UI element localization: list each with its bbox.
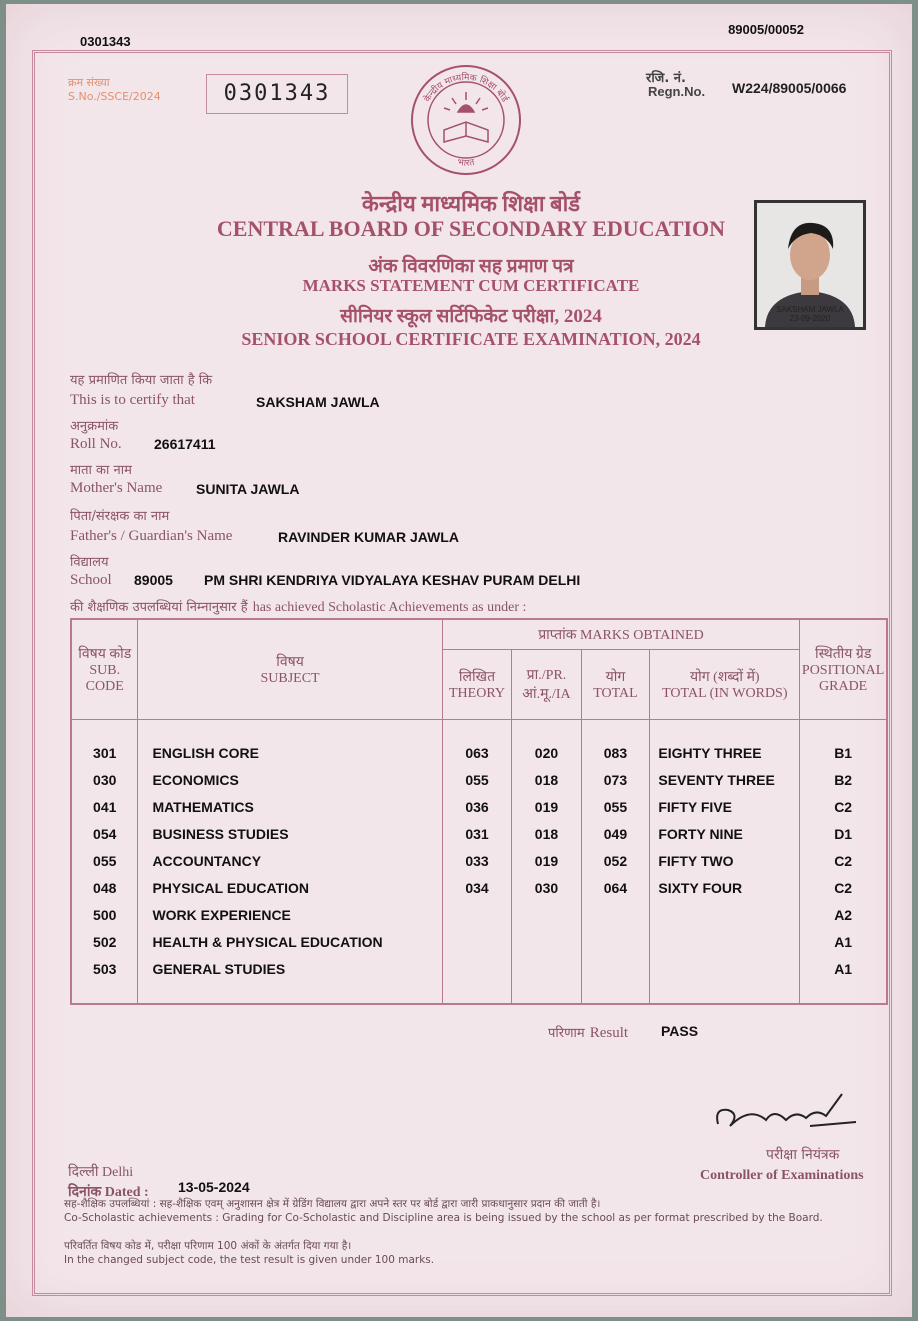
father-label: Father's / Guardian's Name — [70, 528, 233, 544]
row-theory — [442, 956, 512, 983]
row-sub-code: 055 — [71, 848, 138, 875]
row-total-words: FIFTY TWO — [650, 848, 800, 875]
photo-caption-date: 23-09-2020 — [789, 314, 831, 323]
row-grade: A1 — [800, 929, 887, 956]
marks-table — [70, 618, 888, 1005]
cbse-emblem-icon — [406, 62, 526, 180]
header-grade-hindi: स्थितीय ग्रेड — [814, 646, 872, 662]
row-grade: A2 — [800, 902, 887, 929]
roll-label-hindi: अनुक्रमांक — [70, 419, 119, 434]
serial-label-code: S.No./SSCE/2024 — [68, 90, 161, 103]
table-row — [71, 956, 887, 983]
row-subject: WORK EXPERIENCE — [138, 902, 442, 929]
table-filler-row — [71, 719, 887, 740]
header-sub-code — [71, 619, 138, 719]
row-total — [581, 956, 650, 983]
header-ia-label: आं.मू./IA — [522, 687, 571, 702]
table-filler-cell — [71, 719, 138, 740]
regn-label-hindi: रजि. नं. — [646, 71, 686, 86]
board-title-hindi: केन्द्रीय माध्यमिक शिक्षा बोर्ड — [361, 191, 581, 216]
result-label-hindi: परिणाम — [548, 1026, 585, 1041]
header-practical-label: प्रा./PR. — [526, 668, 567, 683]
header-marks-label: MARKS OBTAINED — [579, 627, 704, 643]
school-name: PM SHRI KENDRIYA VIDYALAYA KESHAV PURAM DELHI — [204, 572, 581, 588]
achievement-line — [70, 596, 526, 616]
header-total — [581, 649, 650, 719]
row-practical: 019 — [512, 794, 581, 821]
header-grade-label: POSITIONAL GRADE — [801, 662, 885, 694]
student-name: SAKSHAM JAWLA — [256, 394, 380, 410]
school-label: School — [70, 572, 112, 588]
table-filler-cell — [138, 719, 442, 740]
row-sub-code: 030 — [71, 767, 138, 794]
exam-title-hindi: सीनियर स्कूल सर्टिफिकेट परीक्षा, 2024 — [340, 306, 602, 327]
photo-caption — [757, 305, 863, 323]
table-row — [71, 794, 887, 821]
row-sub-code: 301 — [71, 740, 138, 767]
table-filler-cell — [138, 983, 442, 1004]
row-total — [581, 929, 650, 956]
regn-label: Regn.No. — [648, 84, 706, 99]
table-row — [71, 821, 887, 848]
header-subject-hindi: विषय — [276, 654, 304, 670]
row-total-words: SIXTY FOUR — [650, 875, 800, 902]
achievement-label: has achieved Scholastic Achievements as under : — [252, 600, 527, 615]
table-filler-cell — [581, 983, 650, 1004]
row-theory: 036 — [442, 794, 512, 821]
serial-label-hindi: क्रम संख्या — [68, 76, 110, 89]
row-practical: 018 — [512, 821, 581, 848]
row-total: 052 — [581, 848, 650, 875]
mother-name: SUNITA JAWLA — [196, 481, 300, 497]
mother-label-hindi: माता का नाम — [70, 463, 132, 478]
header-total-words — [650, 649, 800, 719]
father-name: RAVINDER KUMAR JAWLA — [278, 529, 459, 545]
note-changed-code: In the changed subject code, the test result is given under 100 marks. — [64, 1254, 435, 1266]
table-filler-cell — [442, 983, 512, 1004]
row-total-words — [650, 929, 800, 956]
row-sub-code: 041 — [71, 794, 138, 821]
row-subject: ECONOMICS — [138, 767, 442, 794]
header-theory-hindi: लिखित — [458, 669, 496, 685]
row-total-words: FORTY NINE — [650, 821, 800, 848]
row-theory: 033 — [442, 848, 512, 875]
result-label — [548, 1022, 628, 1042]
school-label-hindi: विद्यालय — [70, 555, 109, 570]
emblem-text-bottom: भारत — [456, 157, 476, 169]
mother-label: Mother's Name — [70, 480, 163, 496]
table-filler-cell — [800, 983, 887, 1004]
header-sub-code-label: SUB. CODE — [85, 662, 124, 694]
row-subject: ENGLISH CORE — [138, 740, 442, 767]
table-filler-cell — [512, 983, 581, 1004]
table-filler-row — [71, 983, 887, 1004]
row-total: 083 — [581, 740, 650, 767]
row-practical — [512, 929, 581, 956]
header-sub-code-hindi: विषय कोड — [78, 646, 132, 662]
controller-label-hindi: परीक्षा नियंत्रक — [766, 1147, 840, 1163]
header-subject — [138, 619, 442, 719]
table-filler-cell — [442, 719, 512, 740]
table-filler-cell — [650, 983, 800, 1004]
row-grade: B1 — [800, 740, 887, 767]
certificate-paper — [6, 4, 912, 1317]
father-label-hindi: पिता/संरक्षक का नाम — [70, 509, 170, 524]
header-marks-hindi: प्राप्तांक — [538, 627, 577, 643]
result-value: PASS — [661, 1023, 699, 1039]
row-sub-code: 054 — [71, 821, 138, 848]
serial-label — [68, 76, 161, 104]
header-marks-obtained — [442, 619, 800, 649]
row-grade: C2 — [800, 794, 887, 821]
row-total: 049 — [581, 821, 650, 848]
row-total-words: EIGHTY THREE — [650, 740, 800, 767]
row-sub-code: 503 — [71, 956, 138, 983]
row-total-words: SEVENTY THREE — [650, 767, 800, 794]
table-filler-cell — [800, 719, 887, 740]
row-subject: MATHEMATICS — [138, 794, 442, 821]
row-total-words — [650, 902, 800, 929]
row-grade: D1 — [800, 821, 887, 848]
header-total-hindi: योग — [605, 669, 626, 685]
place-hindi: दिल्ली — [68, 1165, 99, 1180]
row-total — [581, 902, 650, 929]
roll-number: 26617411 — [154, 436, 216, 452]
signature-icon — [710, 1086, 860, 1136]
row-subject: GENERAL STUDIES — [138, 956, 442, 983]
table-filler-cell — [650, 719, 800, 740]
exam-title: SENIOR SCHOOL CERTIFICATE EXAMINATION, 2024 — [241, 329, 701, 349]
controller-label: Controller of Examinations — [700, 1168, 864, 1183]
dated-label-english: Dated : — [104, 1185, 149, 1200]
row-theory — [442, 902, 512, 929]
photo-caption-name: SAKSHAM JAWLA — [776, 305, 844, 314]
table-row — [71, 767, 887, 794]
row-sub-code: 502 — [71, 929, 138, 956]
statement-title: MARKS STATEMENT CUM CERTIFICATE — [302, 276, 640, 295]
row-theory: 031 — [442, 821, 512, 848]
result-label-english: Result — [589, 1025, 629, 1041]
board-title: CENTRAL BOARD OF SECONDARY EDUCATION — [216, 216, 726, 241]
statement-title-hindi: अंक विवरणिका सह प्रमाण पत्र — [368, 256, 574, 277]
note-co-scholastic-hindi: सह-शैक्षिक उपलब्धियां : सह-शैक्षिक एवम् अनुशासन क्षेत्र में ग्रेडिंग विद्यालय द्वारा अपने स्तर पर बोर्ड द्वारा जारी प्राकधानुसार प्रदान की जाती है। — [64, 1198, 601, 1210]
svg-text:भारत — [457, 158, 476, 169]
school-code-top: 89005/00052 — [728, 22, 804, 37]
row-practical — [512, 902, 581, 929]
header-grade — [800, 619, 887, 719]
row-subject: PHYSICAL EDUCATION — [138, 875, 442, 902]
row-total: 064 — [581, 875, 650, 902]
row-total: 055 — [581, 794, 650, 821]
row-grade: C2 — [800, 875, 887, 902]
row-practical: 018 — [512, 767, 581, 794]
table-row — [71, 929, 887, 956]
note-co-scholastic: Co-Scholastic achievements : Grading for Co-Scholastic and Discipline area is being issued by the school as per format prescribed by the Board. — [64, 1212, 823, 1224]
row-grade: C2 — [800, 848, 887, 875]
row-practical: 019 — [512, 848, 581, 875]
row-subject: ACCOUNTANCY — [138, 848, 442, 875]
roll-label: Roll No. — [70, 436, 122, 452]
row-sub-code: 048 — [71, 875, 138, 902]
row-theory: 055 — [442, 767, 512, 794]
dated-value: 13-05-2024 — [178, 1179, 250, 1195]
emblem-text-top: केन्द्रीय माध्यमिक शिक्षा बोर्ड — [422, 72, 510, 105]
serial-number-top: 0301343 — [80, 34, 131, 49]
achievement-label-hindi: की शैक्षणिक उपलब्धियां निम्नानुसार हैं — [70, 600, 248, 615]
row-total: 073 — [581, 767, 650, 794]
row-total-words — [650, 956, 800, 983]
table-filler-cell — [71, 983, 138, 1004]
table-row — [71, 848, 887, 875]
header-total-label: TOTAL — [593, 685, 638, 701]
header-theory-label: THEORY — [449, 685, 505, 701]
table-row — [71, 875, 887, 902]
header-theory — [442, 649, 512, 719]
row-grade: A1 — [800, 956, 887, 983]
serial-number-box: 0301343 — [206, 74, 348, 114]
dated-label-hindi: दिनांक — [68, 1185, 102, 1200]
row-total-words: FIFTY FIVE — [650, 794, 800, 821]
place-english: Delhi — [102, 1165, 134, 1180]
regn-number: W224/89005/0066 — [732, 80, 847, 96]
table-row — [71, 902, 887, 929]
school-code: 89005 — [134, 572, 173, 588]
row-practical — [512, 956, 581, 983]
row-theory: 034 — [442, 875, 512, 902]
row-practical: 030 — [512, 875, 581, 902]
table-filler-cell — [512, 719, 581, 740]
row-grade: B2 — [800, 767, 887, 794]
note-changed-code-hindi: परिवर्तित विषय कोड में, परीक्षा परिणाम 100 अंकों के अंतर्गत दिया गया है। — [64, 1240, 352, 1252]
table-filler-cell — [581, 719, 650, 740]
place — [68, 1162, 133, 1181]
marks-table-body — [71, 719, 887, 1004]
row-sub-code: 500 — [71, 902, 138, 929]
certify-label-hindi: यह प्रमाणित किया जाता है कि — [70, 373, 213, 388]
row-subject: BUSINESS STUDIES — [138, 821, 442, 848]
row-theory: 063 — [442, 740, 512, 767]
row-practical: 020 — [512, 740, 581, 767]
header-words-label: TOTAL (IN WORDS) — [662, 685, 788, 701]
certify-label: This is to certify that — [70, 392, 195, 408]
header-words-hindi: योग (शब्दों में) — [690, 669, 760, 685]
row-theory — [442, 929, 512, 956]
row-subject: HEALTH & PHYSICAL EDUCATION — [138, 929, 442, 956]
header-subject-label: SUBJECT — [260, 670, 320, 686]
table-row — [71, 740, 887, 767]
header-practical — [512, 649, 581, 719]
student-photo — [754, 200, 866, 330]
